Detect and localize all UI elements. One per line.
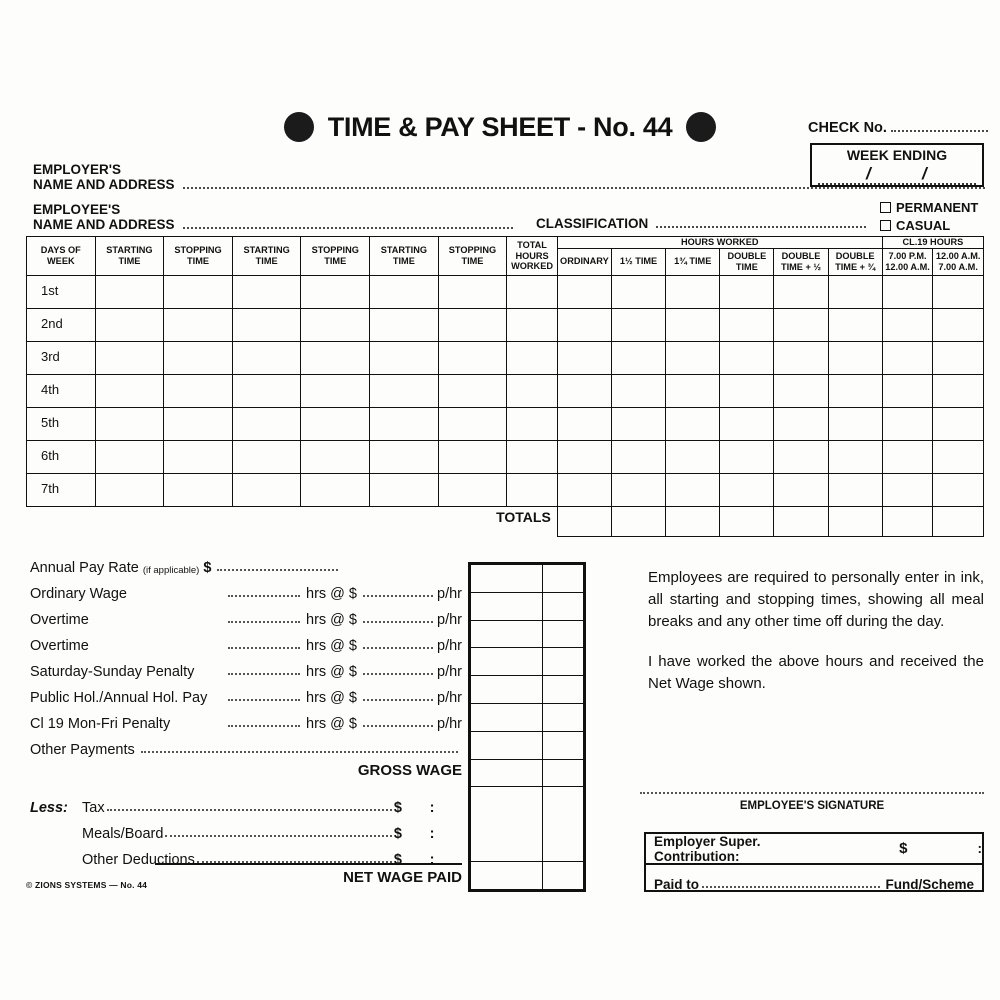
pay-label: Saturday-Sunday Penalty — [30, 664, 195, 680]
employer-field[interactable] — [33, 163, 985, 192]
pay-label: Ordinary Wage — [30, 586, 127, 602]
cell-cl19-night[interactable] — [933, 407, 984, 440]
page-title: TIME & PAY SHEET - No. 44 — [327, 111, 673, 142]
fund-scheme-label: Fund/Scheme — [885, 877, 974, 892]
cell-double-half[interactable] — [774, 275, 828, 308]
pay-hours-input[interactable] — [228, 673, 300, 675]
deduction-row-tax[interactable] — [30, 790, 462, 816]
amount-dollars-cell[interactable] — [471, 565, 543, 593]
annual-pay-rate-dollar: $ — [203, 560, 212, 576]
cell-stopping-1[interactable] — [164, 308, 233, 341]
cell-stopping-1[interactable] — [164, 374, 233, 407]
employee-label-line1: EMPLOYEE'S — [33, 202, 121, 217]
cell-one-three-quarter[interactable] — [666, 275, 720, 308]
cell-starting-1[interactable] — [95, 341, 164, 374]
pay-label: Public Hol./Annual Hol. Pay — [30, 690, 208, 706]
super-contribution-label: Employer Super. Contribution: — [654, 833, 761, 864]
pay-row-overtime-2[interactable] — [30, 628, 462, 654]
table-header-row-1 — [27, 237, 984, 249]
pay-row-ordinary-wage[interactable] — [30, 576, 462, 602]
super-contribution-row[interactable] — [646, 834, 982, 865]
cell-cl19-evening[interactable] — [882, 407, 933, 440]
cell-one-half[interactable] — [611, 374, 665, 407]
cell-double-half[interactable] — [774, 341, 828, 374]
cell-stopping-2[interactable] — [301, 407, 370, 440]
cell-one-half[interactable] — [611, 473, 665, 506]
per-hour-label: p/hr — [437, 586, 462, 602]
hrs-at-label: hrs @ $ — [306, 690, 357, 706]
per-hour-label: p/hr — [437, 664, 462, 680]
deduction-label: Tax — [82, 800, 105, 816]
deduction-label: Meals/Board — [82, 826, 164, 842]
cell-cl19-evening[interactable] — [882, 275, 933, 308]
totals-row[interactable] — [27, 506, 984, 536]
cell-stopping-1[interactable] — [164, 440, 233, 473]
cell-stopping-3[interactable] — [438, 440, 507, 473]
cell-starting-3[interactable] — [370, 374, 439, 407]
amount-dollars-cell[interactable] — [471, 648, 543, 676]
week-ending-label: WEEK ENDING — [846, 147, 948, 163]
cell-cl19-night[interactable] — [933, 308, 984, 341]
cell-total-hours[interactable] — [507, 473, 558, 506]
employee-signature-input[interactable] — [640, 792, 984, 794]
date-slash-2: / — [922, 164, 927, 183]
cell-ordinary[interactable] — [557, 473, 611, 506]
col-header-ordinary: ORDINARY — [557, 248, 611, 275]
col-header-double-time-plus-half: DOUBLE TIME + ½ — [774, 248, 828, 275]
amount-cents-cell[interactable] — [543, 759, 584, 787]
pay-hours-input[interactable] — [228, 621, 300, 623]
cell-double[interactable] — [720, 374, 774, 407]
cell-total-hours[interactable] — [507, 275, 558, 308]
amount-dollars-cell[interactable] — [471, 787, 543, 862]
cell-stopping-3[interactable] — [438, 275, 507, 308]
amount-row[interactable] — [471, 648, 584, 676]
amount-cents-cell[interactable] — [543, 676, 584, 704]
amount-entry-box — [468, 562, 586, 892]
cell-stopping-2[interactable] — [301, 341, 370, 374]
pay-rate-input[interactable] — [363, 699, 433, 701]
date-slash-1: / — [866, 164, 871, 183]
col-header-stopping-time-1: STOPPING TIME — [164, 237, 233, 276]
classification-input-line[interactable] — [656, 226, 866, 228]
amount-cents-cell[interactable] — [543, 592, 584, 620]
pay-rate-input[interactable] — [363, 725, 433, 727]
employee-signature-label: EMPLOYEE'S SIGNATURE — [739, 800, 885, 812]
day-label: 3rd — [27, 341, 96, 374]
super-contribution-dollar: $ — [899, 840, 908, 857]
hrs-at-label: hrs @ $ — [306, 612, 357, 628]
day-label: 4th — [27, 374, 96, 407]
cell-one-three-quarter[interactable] — [666, 374, 720, 407]
amount-row[interactable] — [471, 676, 584, 704]
group-header-hours-worked: HOURS WORKED — [557, 237, 882, 249]
totals-cell-double[interactable] — [720, 506, 774, 536]
cell-stopping-2[interactable] — [301, 275, 370, 308]
cell-ordinary[interactable] — [557, 440, 611, 473]
deduction-colon: : — [429, 852, 435, 868]
pay-lines-section — [30, 550, 462, 758]
pay-row-overtime-1[interactable] — [30, 602, 462, 628]
employment-type-group — [880, 200, 978, 236]
cell-total-hours[interactable] — [507, 374, 558, 407]
cell-double[interactable] — [720, 275, 774, 308]
cell-starting-3[interactable] — [370, 440, 439, 473]
cell-double-half[interactable] — [774, 473, 828, 506]
per-hour-label: p/hr — [437, 716, 462, 732]
timesheet-table — [26, 236, 984, 536]
less-label: Less: — [30, 800, 68, 816]
cell-starting-1[interactable] — [95, 308, 164, 341]
employee-input-line[interactable] — [183, 227, 513, 229]
net-wage-paid-label: NET WAGE PAID — [343, 869, 462, 886]
cell-one-half[interactable] — [611, 308, 665, 341]
amount-row[interactable] — [471, 703, 584, 731]
cell-total-hours[interactable] — [507, 308, 558, 341]
super-contribution-colon: : — [977, 841, 982, 856]
hrs-at-label: hrs @ $ — [306, 664, 357, 680]
amount-cents-cell[interactable] — [543, 787, 584, 862]
cell-one-half[interactable] — [611, 341, 665, 374]
pay-rate-input[interactable] — [363, 647, 433, 649]
permanent-checkbox[interactable] — [880, 202, 891, 213]
cell-starting-2[interactable] — [232, 407, 301, 440]
employer-label-line1: EMPLOYER'S — [33, 162, 121, 177]
table-row[interactable] — [27, 407, 984, 440]
employer-input-line[interactable] — [183, 187, 985, 189]
pay-row-saturday-sunday-penalty[interactable] — [30, 654, 462, 680]
deduction-input[interactable] — [107, 809, 392, 811]
cell-starting-3[interactable] — [370, 473, 439, 506]
per-hour-label: p/hr — [437, 612, 462, 628]
employer-label — [33, 163, 175, 192]
pay-rate-input[interactable] — [363, 621, 433, 623]
cell-total-hours[interactable] — [507, 440, 558, 473]
annual-pay-rate-input[interactable] — [217, 569, 337, 571]
copyright-notice: © ZIONS SYSTEMS — No. 44 — [26, 880, 148, 890]
col-header-total-hours-worked: TOTAL HOURS WORKED — [507, 237, 558, 276]
amount-row-deductions[interactable] — [471, 787, 584, 862]
group-header-cl19-hours: CL.19 HOURS — [882, 237, 983, 249]
cell-stopping-1[interactable] — [164, 473, 233, 506]
cell-stopping-2[interactable] — [301, 308, 370, 341]
pay-label: Overtime — [30, 638, 89, 654]
permanent-label: PERMANENT — [896, 200, 979, 215]
cell-ordinary[interactable] — [557, 407, 611, 440]
pay-row-other-payments[interactable] — [30, 732, 462, 758]
paid-to-label: Paid to — [654, 877, 700, 892]
deduction-label: Other Deductions — [82, 852, 195, 868]
casual-checkbox[interactable] — [880, 220, 891, 231]
amount-row[interactable] — [471, 731, 584, 759]
day-label: 2nd — [27, 308, 96, 341]
totals-cell-double-three-quarter[interactable] — [828, 506, 882, 536]
classification-field[interactable] — [536, 216, 866, 231]
cell-one-half[interactable] — [611, 440, 665, 473]
amount-dollars-cell[interactable] — [471, 862, 543, 890]
cell-double-three-quarter[interactable] — [828, 275, 882, 308]
cell-double-half[interactable] — [774, 308, 828, 341]
deduction-row-meals-board[interactable] — [30, 816, 462, 842]
cell-starting-3[interactable] — [370, 407, 439, 440]
amount-dollars-cell[interactable] — [471, 592, 543, 620]
cell-starting-1[interactable] — [95, 374, 164, 407]
col-header-cl19-night: 12.00 A.M. 7.00 A.M. — [933, 248, 984, 275]
col-header-starting-time-1: STARTING TIME — [95, 237, 164, 276]
pay-hours-input[interactable] — [228, 699, 300, 701]
employee-field[interactable] — [33, 203, 513, 232]
hrs-at-label: hrs @ $ — [306, 638, 357, 654]
totals-cell-one-half[interactable] — [611, 506, 665, 536]
pay-hours-input[interactable] — [228, 595, 300, 597]
cell-total-hours[interactable] — [507, 407, 558, 440]
cell-cl19-night[interactable] — [933, 473, 984, 506]
amount-dollars-cell[interactable] — [471, 620, 543, 648]
deductions-section — [30, 790, 462, 868]
cell-cl19-evening[interactable] — [882, 341, 933, 374]
cell-starting-2[interactable] — [232, 308, 301, 341]
cell-double-half[interactable] — [774, 407, 828, 440]
cell-starting-3[interactable] — [370, 341, 439, 374]
totals-cell-cl19-night[interactable] — [933, 506, 984, 536]
check-no-input-line[interactable] — [891, 130, 988, 132]
deductions-total-rule — [155, 863, 462, 865]
cell-one-three-quarter[interactable] — [666, 341, 720, 374]
deduction-colon: : — [429, 800, 435, 816]
cell-stopping-2[interactable] — [301, 473, 370, 506]
amount-row-net[interactable] — [471, 862, 584, 890]
pay-hours-input[interactable] — [228, 725, 300, 727]
cell-ordinary[interactable] — [557, 341, 611, 374]
cell-cl19-night[interactable] — [933, 275, 984, 308]
cell-cl19-evening[interactable] — [882, 473, 933, 506]
cell-starting-2[interactable] — [232, 341, 301, 374]
punch-hole-left-icon — [284, 112, 314, 142]
annual-pay-rate-note: (if applicable) — [142, 565, 200, 576]
day-label: 5th — [27, 407, 96, 440]
totals-cell-ordinary[interactable] — [557, 506, 611, 536]
cell-stopping-1[interactable] — [164, 407, 233, 440]
other-payments-label: Other Payments — [30, 742, 135, 758]
table-row[interactable] — [27, 275, 984, 308]
cell-cl19-night[interactable] — [933, 374, 984, 407]
cell-double[interactable] — [720, 308, 774, 341]
cell-starting-3[interactable] — [370, 275, 439, 308]
cell-one-three-quarter[interactable] — [666, 440, 720, 473]
col-header-double-time: DOUBLE TIME — [720, 248, 774, 275]
cell-starting-2[interactable] — [232, 374, 301, 407]
employer-super-box — [644, 832, 984, 892]
cell-double[interactable] — [720, 341, 774, 374]
cell-cl19-evening[interactable] — [882, 308, 933, 341]
cell-starting-2[interactable] — [232, 275, 301, 308]
cell-total-hours[interactable] — [507, 341, 558, 374]
totals-cell-cl19-evening[interactable] — [882, 506, 933, 536]
classification-label: CLASSIFICATION — [536, 216, 649, 231]
cell-stopping-3[interactable] — [438, 308, 507, 341]
col-header-cl19-evening: 7.00 P.M. 12.00 A.M. — [882, 248, 933, 275]
cell-starting-1[interactable] — [95, 440, 164, 473]
amount-dollars-cell[interactable] — [471, 703, 543, 731]
pay-rate-input[interactable] — [363, 673, 433, 675]
cell-ordinary[interactable] — [557, 275, 611, 308]
cell-starting-2[interactable] — [232, 440, 301, 473]
cell-one-three-quarter[interactable] — [666, 407, 720, 440]
amount-dollars-cell[interactable] — [471, 676, 543, 704]
amount-row[interactable] — [471, 592, 584, 620]
amount-row[interactable] — [471, 565, 584, 593]
cell-ordinary[interactable] — [557, 374, 611, 407]
amount-dollars-cell[interactable] — [471, 759, 543, 787]
cell-one-three-quarter[interactable] — [666, 308, 720, 341]
cell-cl19-night[interactable] — [933, 440, 984, 473]
pay-row-cl19-mon-fri-penalty[interactable] — [30, 706, 462, 732]
amount-cents-cell[interactable] — [543, 648, 584, 676]
cell-double-three-quarter[interactable] — [828, 407, 882, 440]
cell-double-half[interactable] — [774, 440, 828, 473]
deduction-input[interactable] — [165, 835, 392, 837]
cell-double-three-quarter[interactable] — [828, 440, 882, 473]
title-row — [290, 105, 710, 149]
notice-paragraph-1: Employees are required to personally enter in ink, all starting and stopping times, showing all meal breaks and any other time off during the day. — [648, 569, 984, 630]
employee-notice — [648, 567, 984, 695]
col-header-stopping-time-3: STOPPING TIME — [438, 237, 507, 276]
deduction-colon: : — [429, 826, 435, 842]
cell-double[interactable] — [720, 473, 774, 506]
table-row[interactable] — [27, 473, 984, 506]
cell-stopping-3[interactable] — [438, 473, 507, 506]
cell-starting-1[interactable] — [95, 275, 164, 308]
cell-stopping-3[interactable] — [438, 374, 507, 407]
amount-row[interactable] — [471, 620, 584, 648]
totals-label: TOTALS — [496, 508, 551, 525]
hrs-at-label: hrs @ $ — [306, 586, 357, 602]
cell-double-three-quarter[interactable] — [828, 341, 882, 374]
gross-wage-label: GROSS WAGE — [357, 762, 462, 779]
other-payments-input[interactable] — [141, 751, 458, 753]
cell-stopping-2[interactable] — [301, 440, 370, 473]
cell-cl19-evening[interactable] — [882, 374, 933, 407]
punch-hole-right-icon — [686, 112, 716, 142]
pay-label: Cl 19 Mon-Fri Penalty — [30, 716, 171, 732]
cell-starting-3[interactable] — [370, 308, 439, 341]
cell-stopping-1[interactable] — [164, 275, 233, 308]
annual-pay-rate-row[interactable] — [30, 550, 462, 576]
table-row[interactable] — [27, 374, 984, 407]
cell-stopping-3[interactable] — [438, 407, 507, 440]
col-header-one-and-three-quarter-time: 1¾ TIME — [666, 248, 720, 275]
cell-double-three-quarter[interactable] — [828, 473, 882, 506]
cell-one-half[interactable] — [611, 407, 665, 440]
day-label: 6th — [27, 440, 96, 473]
cell-starting-2[interactable] — [232, 473, 301, 506]
pay-label: Overtime — [30, 612, 89, 628]
cell-stopping-3[interactable] — [438, 341, 507, 374]
col-header-starting-time-3: STARTING TIME — [370, 237, 439, 276]
table-row[interactable] — [27, 308, 984, 341]
amount-cents-cell[interactable] — [543, 703, 584, 731]
employer-label-line2: NAME AND ADDRESS — [33, 176, 175, 192]
per-hour-label: p/hr — [437, 690, 462, 706]
totals-cell-double-half[interactable] — [774, 506, 828, 536]
check-no-field[interactable] — [808, 120, 988, 136]
cell-double-three-quarter[interactable] — [828, 308, 882, 341]
cell-starting-1[interactable] — [95, 473, 164, 506]
cell-double[interactable] — [720, 407, 774, 440]
cell-ordinary[interactable] — [557, 308, 611, 341]
amount-dollars-cell[interactable] — [471, 731, 543, 759]
day-label: 7th — [27, 473, 96, 506]
deduction-dollar: $ — [393, 852, 402, 868]
paid-to-input[interactable] — [702, 886, 880, 888]
amount-row-gross[interactable] — [471, 759, 584, 787]
cell-cl19-night[interactable] — [933, 341, 984, 374]
notice-paragraph-2: I have worked the above hours and received the Net Wage shown. — [648, 653, 984, 692]
pay-row-public-holiday-pay[interactable] — [30, 680, 462, 706]
amount-cents-cell[interactable] — [543, 731, 584, 759]
deduction-dollar: $ — [393, 826, 402, 842]
paid-to-row[interactable] — [646, 865, 982, 896]
col-header-one-and-half-time: 1½ TIME — [611, 248, 665, 275]
cell-one-three-quarter[interactable] — [666, 473, 720, 506]
hrs-at-label: hrs @ $ — [306, 716, 357, 732]
col-header-double-time-plus-three-quarter: DOUBLE TIME + ¾ — [828, 248, 882, 275]
amount-cents-cell[interactable] — [543, 862, 584, 890]
pay-rate-input[interactable] — [363, 595, 433, 597]
table-row[interactable] — [27, 440, 984, 473]
pay-hours-input[interactable] — [228, 647, 300, 649]
table-row[interactable] — [27, 341, 984, 374]
casual-label: CASUAL — [896, 218, 951, 233]
annual-pay-rate-label: Annual Pay Rate — [30, 560, 139, 576]
cell-stopping-2[interactable] — [301, 374, 370, 407]
cell-starting-1[interactable] — [95, 407, 164, 440]
check-no-label: CHECK No. — [808, 120, 887, 136]
cell-stopping-1[interactable] — [164, 341, 233, 374]
cell-one-half[interactable] — [611, 275, 665, 308]
col-header-days-of-week: DAYS OF WEEK — [27, 237, 96, 276]
cell-double[interactable] — [720, 440, 774, 473]
cell-cl19-evening[interactable] — [882, 440, 933, 473]
col-header-starting-time-2: STARTING TIME — [232, 237, 301, 276]
employee-label-line2: NAME AND ADDRESS — [33, 216, 175, 232]
permanent-option[interactable] — [880, 200, 978, 215]
day-label: 1st — [27, 275, 96, 308]
per-hour-label: p/hr — [437, 638, 462, 654]
col-header-stopping-time-2: STOPPING TIME — [301, 237, 370, 276]
cell-double-three-quarter[interactable] — [828, 374, 882, 407]
deduction-dollar: $ — [393, 800, 402, 816]
totals-cell-one-three-quarter[interactable] — [666, 506, 720, 536]
cell-double-half[interactable] — [774, 374, 828, 407]
employee-label — [33, 203, 175, 232]
casual-option[interactable] — [880, 218, 978, 233]
amount-cents-cell[interactable] — [543, 620, 584, 648]
amount-cents-cell[interactable] — [543, 565, 584, 593]
